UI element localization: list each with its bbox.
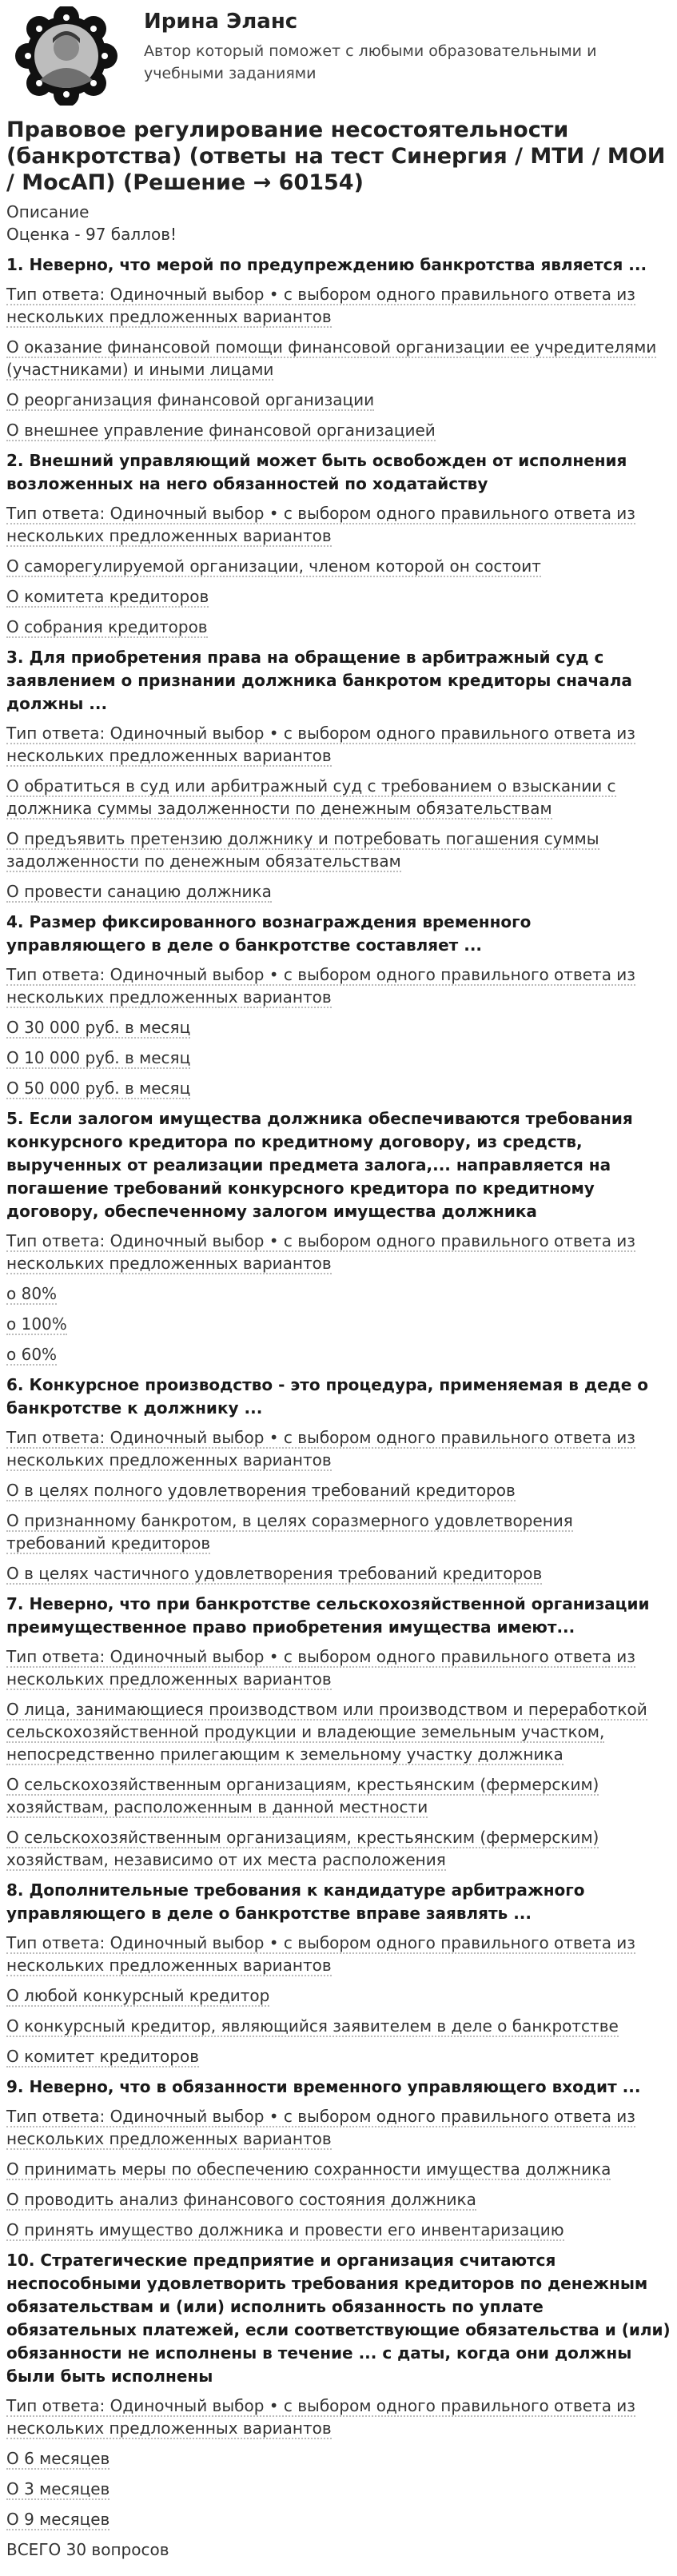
answer-option-text: О лица, занимающиеся производством или производством и переработкой сельскохозяйственной продукции и владеющие земельным участком, непосредственно прилегающим к земельному участку должника (6, 1700, 647, 1764)
answer-option[interactable] (6, 1773, 671, 1818)
question-title: 6. Конкурсное производство - это процедура, применяемая в деде о банкротстве к должнику ... (6, 1375, 649, 1418)
question-title: 10. Стратегические предприятие и организация считаются неспособными удовлетворить требования кредиторов по денежным обязательствам и (или) исполнить обязанность по уплате обязательных платежей, если соответствующие обязательства и (или) обязанности не исполнены в течение ... с даты, когда они должны были быть исполнены (6, 2251, 671, 2386)
answer-option[interactable] (6, 1562, 671, 1585)
question-block (6, 646, 671, 903)
answer-option[interactable] (6, 1984, 671, 2007)
answer-option-text: О 9 месяцев (6, 2510, 110, 2529)
question-type (6, 2395, 671, 2439)
question-type (6, 1645, 671, 1690)
answer-option-text: О 6 месяцев (6, 2449, 110, 2468)
question-block (6, 1593, 671, 1871)
score-text: Оценка - 97 баллов! (6, 225, 177, 244)
question-type-text: Тип ответа: Одиночный выбор • с выбором одного правильного ответа из нескольких предложенных вариантов (6, 1428, 635, 1469)
question-block (6, 2076, 671, 2241)
question-block (6, 1879, 671, 2068)
question-type-text: Тип ответа: Одиночный выбор • с выбором одного правильного ответа из нескольких предложенных вариантов (6, 724, 635, 765)
questions-list (6, 253, 671, 2530)
question-block (6, 911, 671, 1099)
answer-option[interactable] (6, 2508, 671, 2530)
answer-option-text: О сельскохозяйственным организациям, крестьянским (фермерским) хозяйствам, независимо от их места расположения (6, 1828, 599, 1869)
question-type-text: Тип ответа: Одиночный выбор • с выбором одного правильного ответа из нескольких предложенных вариантов (6, 2107, 635, 2148)
author-info (144, 6, 623, 85)
answer-option-text: О оказание финансовой помощи финансовой организации ее учредителями (участниками) и иными лицами (6, 337, 657, 379)
answer-option[interactable] (6, 2045, 671, 2068)
answer-option-text: о 80% (6, 1284, 58, 1303)
answer-option[interactable] (6, 555, 671, 577)
answer-option-text: О 3 месяцев (6, 2479, 110, 2498)
question-type (6, 1932, 671, 1976)
answer-option-text: О предъявить претензию должнику и потребовать погашения суммы задолженности по денежным обязательствам (6, 829, 599, 871)
answer-option-text: О внешнее управление финансовой организацией (6, 421, 436, 440)
answer-option[interactable] (6, 389, 671, 411)
answer-option-text: о 100% (6, 1314, 67, 1334)
answer-option[interactable] (6, 1047, 671, 1069)
answer-option-text: О конкурсный кредитор, являющийся заявителем в деле о банкротстве (6, 2016, 619, 2036)
question-type (6, 963, 671, 1008)
answer-option[interactable] (6, 1282, 671, 1305)
question-type (6, 1426, 671, 1471)
answer-option[interactable] (6, 1343, 671, 1366)
answer-option-text: О любой конкурсный кредитор (6, 1986, 270, 2005)
question-type-text: Тип ответа: Одиночный выбор • с выбором одного правильного ответа из нескольких предложенных вариантов (6, 1933, 635, 1975)
author-card[interactable] (6, 0, 671, 112)
answer-option-text: О принять имущество должника и провести его инвентаризацию (6, 2220, 564, 2239)
answer-option-text: О провести санацию должника (6, 882, 272, 901)
question-type-text: Тип ответа: Одиночный выбор • с выбором одного правильного ответа из нескольких предложенных вариантов (6, 504, 635, 545)
page-title: Правовое регулирование несостоятельности (банкротства) (ответы на тест Синергия / МТИ / МОИ / МосАП) (Решение → 60154) (6, 118, 666, 195)
description-label: Описание (6, 202, 90, 221)
question-title: 1. Неверно, что мерой по предупреждению банкротства является ... (6, 255, 647, 274)
answer-option-text: О собрания кредиторов (6, 617, 208, 636)
answer-option[interactable] (6, 2478, 671, 2500)
total-questions: ВСЕГО 30 вопросов (6, 2540, 169, 2559)
question-block (6, 253, 671, 441)
answer-option[interactable] (6, 2188, 671, 2211)
answer-option-text: О в целях частичного удовлетворения требований кредиторов (6, 1564, 543, 1583)
question-type (6, 1230, 671, 1274)
author-avatar[interactable] (6, 6, 126, 106)
answer-option-text: О признанному банкротом, в целях соразмерного удовлетворения требований кредиторов (6, 1511, 573, 1553)
question-title: 9. Неверно, что в обязанности временного управляющего входит ... (6, 2077, 641, 2096)
answer-option-text: О комитета кредиторов (6, 587, 209, 606)
answer-option-text: О 10 000 руб. в месяц (6, 1048, 191, 1067)
answer-option[interactable] (6, 1698, 671, 1765)
answer-option-text: О 50 000 руб. в месяц (6, 1079, 191, 1098)
question-title: 4. Размер фиксированного вознаграждения временного управляющего в деле о банкротстве составляет ... (6, 912, 532, 955)
answer-option-text: О принимать меры по обеспечению сохранности имущества должника (6, 2159, 611, 2179)
question-block (6, 1374, 671, 1585)
answer-option[interactable] (6, 336, 671, 381)
question-title: 7. Неверно, что при банкротстве сельскохозяйственной организации преимущественное право приобретения имущества имеют... (6, 1594, 650, 1637)
answer-option[interactable] (6, 616, 671, 638)
question-type (6, 722, 671, 767)
question-title: 2. Внешний управляющий может быть освобожден от исполнения возложенных на него обязанностей по ходатайству (6, 451, 627, 493)
answer-option-text: о 60% (6, 1345, 58, 1364)
answer-option-text: О проводить анализ финансового состояния должника (6, 2190, 476, 2209)
answer-option[interactable] (6, 1826, 671, 1871)
answer-option[interactable] (6, 1479, 671, 1501)
question-type-text: Тип ответа: Одиночный выбор • с выбором одного правильного ответа из нескольких предложенных вариантов (6, 2396, 635, 2438)
answer-option[interactable] (6, 1509, 671, 1554)
avatar-flower-frame-icon (6, 6, 126, 106)
author-description: Автор который поможет с любыми образовательными и учебными заданиями (144, 42, 597, 82)
question-title: 5. Если залогом имущества должника обеспечиваются требования конкурсного кредитора по кредитному договору, из средств, вырученных от реализации предмета залога,... направляется на погашение требований конкурсного кредитора по кредитному договору, обеспеченному залогом имущества должника (6, 1109, 633, 1221)
answer-option[interactable] (6, 2158, 671, 2180)
question-type-text: Тип ответа: Одиночный выбор • с выбором одного правильного ответа из нескольких предложенных вариантов (6, 1647, 635, 1689)
question-type (6, 283, 671, 328)
question-block (6, 449, 671, 638)
answer-option-text: О комитет кредиторов (6, 2047, 199, 2066)
answer-option-text: О саморегулируемой организации, членом которой он состоит (6, 556, 541, 576)
question-type-text: Тип ответа: Одиночный выбор • с выбором одного правильного ответа из нескольких предложенных вариантов (6, 285, 635, 326)
answer-option[interactable] (6, 1313, 671, 1335)
question-type-text: Тип ответа: Одиночный выбор • с выбором одного правильного ответа из нескольких предложенных вариантов (6, 965, 635, 1007)
answer-option[interactable] (6, 2447, 671, 2470)
answer-option[interactable] (6, 419, 671, 441)
answer-option[interactable] (6, 880, 671, 903)
answer-option-text: О реорганизация финансовой организации (6, 390, 375, 409)
answer-option[interactable] (6, 775, 671, 819)
question-type-text: Тип ответа: Одиночный выбор • с выбором одного правильного ответа из нескольких предложенных вариантов (6, 1231, 635, 1273)
question-type (6, 2105, 671, 2150)
answer-option-text: О сельскохозяйственным организациям, крестьянским (фермерским) хозяйствам, расположенным в данной местности (6, 1775, 599, 1816)
answer-option[interactable] (6, 2015, 671, 2037)
author-name[interactable]: Ирина Эланс (144, 10, 298, 34)
question-title: 3. Для приобретения права на обращение в арбитражный суд с заявлением о признании должника банкротом кредиторы сначала должны ... (6, 648, 632, 713)
answer-option-text: О в целях полного удовлетворения требований кредиторов (6, 1481, 516, 1500)
question-title: 8. Дополнительные требования к кандидатуре арбитражного управляющего в деле о банкротстве вправе заявлять ... (6, 1880, 585, 1923)
answer-option-text: О 30 000 руб. в месяц (6, 1018, 191, 1037)
answer-option-text: О обратиться в суд или арбитражный суд с требованием о взыскании с должника суммы задолженности по денежным обязательствам (6, 776, 616, 818)
question-block (6, 2249, 671, 2530)
answer-option[interactable] (6, 1016, 671, 1039)
answer-option[interactable] (6, 585, 671, 608)
answer-option[interactable] (6, 1077, 671, 1099)
answer-option[interactable] (6, 2219, 671, 2241)
question-type (6, 502, 671, 547)
answer-option[interactable] (6, 827, 671, 872)
question-block (6, 1107, 671, 1366)
